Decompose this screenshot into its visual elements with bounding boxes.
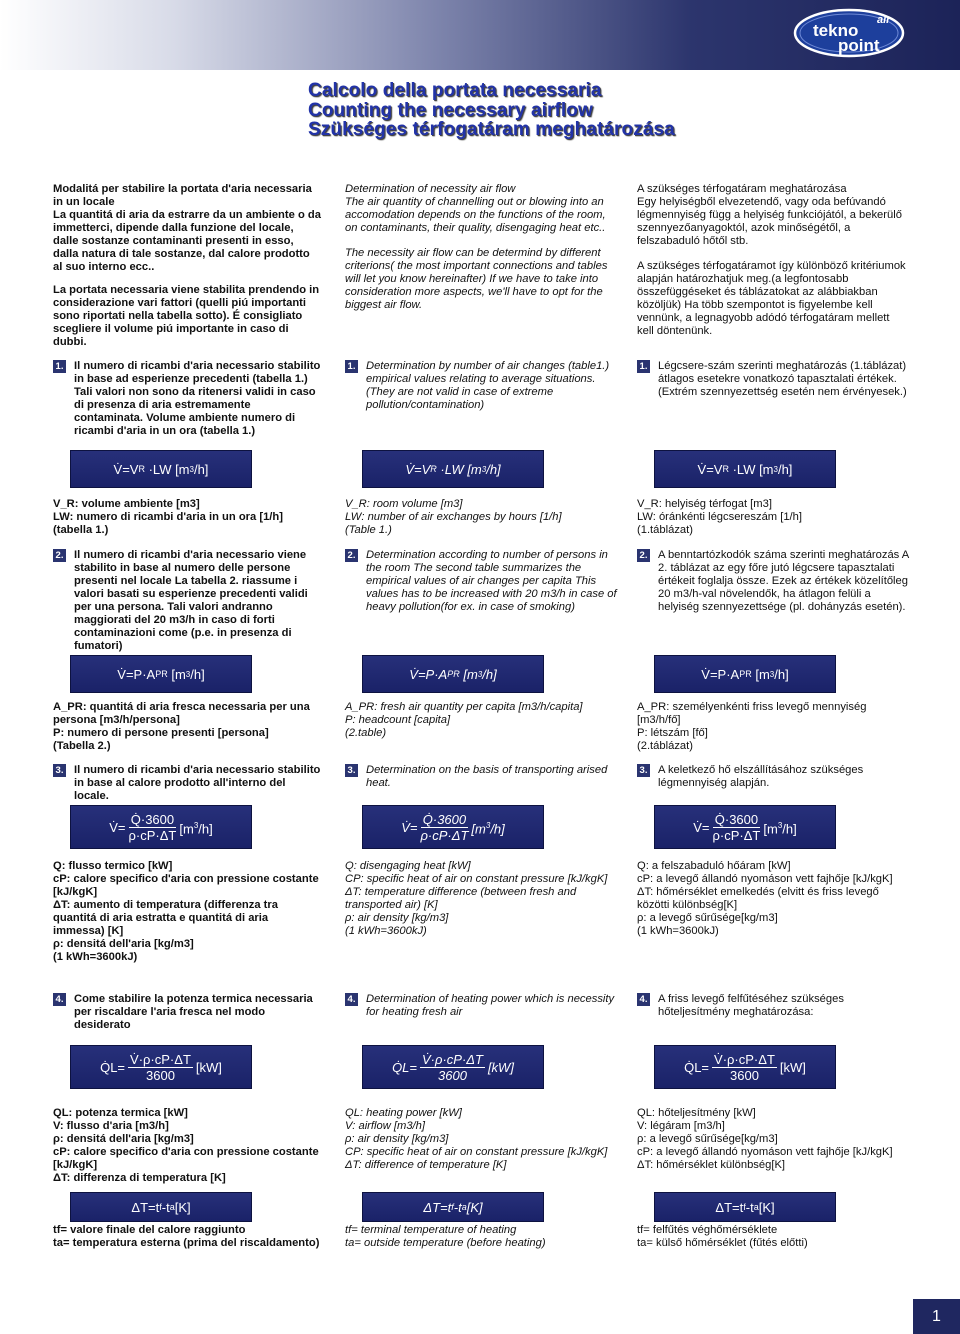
definitions-4: QL: heating power [kW] V: airflow [m3/h] ρ: air density [kg/m3] CP: specific heat of air on constant pressure [kJ/kgK] ΔT: difference of temperature [K]	[345, 1107, 608, 1171]
section-number: 3.	[345, 764, 358, 777]
section-text: Determination according to number of persons in the room The second table summarizes the empirical values of air changes per capita This values has to be increased with 20 m3/h in case of heavy pollution(for ex. in case of smoking)	[366, 549, 617, 613]
section-text: A keletkező hő elszállításához szükséges légmennyiség alapján.	[658, 764, 864, 789]
section-1	[345, 360, 617, 412]
section-text: Il numero di ricambi d'aria necessario stabilito in base ad esperienze precedenti (tabella 1.) Tali valori non sono da ritenersi validi in caso di presenza di aria estremamente contaminata. Volume ambiente numero di ricambi d'aria in un ora (tabella 1.)	[74, 360, 321, 437]
title-english: Counting the necessary airflow	[308, 99, 593, 121]
section-text: Il numero di ricambi d'aria necessario viene stabilito in base al numero delle persone presenti nel locale La tabella 2. riassume i valori basati su esperienze precedenti validi per una persona. Tali valori andranno maggiorati del 20 m3/h in caso di forti contaminazioni come (p.e. in presenza di fumatori)	[74, 549, 308, 652]
formula-heat: V̇= $\frac{Q̇\cdot 3600}{\rho\cdot cP\cdot\Delta T}$ $[m^3/h]$	[363, 806, 543, 848]
intro-paragraph-2: La portata necessaria viene stabilita prendendo in considerazione vari fattori (quelli piú importanti sono riportati nella tabella sotto). É consigliato scegliere il volume piú importante in caso di dubbi.	[53, 284, 320, 348]
section-number: 2.	[53, 549, 66, 562]
logo-air-text: air	[877, 14, 891, 26]
section-number: 3.	[637, 764, 650, 777]
logo-point-text: point	[838, 36, 880, 55]
formula-persons: V̇=P·A PR [m 3 /h]	[363, 656, 543, 692]
section-text: A friss levegő felfűtéséhez szükséges hőteljesítmény meghatározása:	[658, 993, 844, 1018]
definitions-4: QL: hőteljesítmény [kW] V: légáram [m3/h] ρ: a levegő sűrűsége[kg/m3] cP: a levegő állandó nyomáson vett fajhője [kJ/kgK] ΔT: hőmérséklet különbség[K]	[637, 1107, 893, 1171]
section-4	[53, 993, 321, 1032]
definitions-1: V_R: room volume [m3] LW: number of air exchanges by hours [1/h] (Table 1.)	[345, 498, 562, 536]
section-3	[53, 764, 321, 803]
definitions-3: Q: disengaging heat [kW] CP: specific heat of air on constant pressure [kJ/kgK] ΔT: temperature difference (between fresh and transported air) [K] ρ: air density [kg/m3] (1 kWh=3600kJ)	[345, 860, 608, 937]
definitions-5: tf= terminal temperature of heating ta= outside temperature (before heating)	[345, 1224, 546, 1249]
section-number: 1.	[637, 360, 650, 373]
formula-heating-power: Q̇L= $\frac{V̇\cdot\rho\cdot cP\cdot\Delta T}{3600}$ [kW]	[655, 1046, 835, 1088]
section-1	[53, 360, 321, 438]
section-2	[637, 549, 909, 614]
section-text: Légcsere-szám szerinti meghatározás (1.táblázat) átlagos esetekre vonatkozó tapasztalati értékek. (Extrém szennyezettség esetén nem érvényesek.)	[658, 360, 907, 398]
definitions-3: Q: a felszabaduló hőáram [kW] cP: a levegő állandó nyomáson vett fajhője [kJ/kgK] ΔT: hőmérséklet emelkedés (elvitt és friss levegő közötti különbség[K] ρ: a levegő sűrűsége[kg/m3] (1 kWh=3600kJ)	[637, 860, 893, 937]
section-number: 4.	[53, 993, 66, 1006]
formula-heating-power: Q̇L= $\frac{V̇\cdot\rho\cdot cP\cdot\Delta T}{3600}$ [kW]	[71, 1046, 251, 1088]
title-italian: Calcolo della portata necessaria	[308, 80, 602, 101]
logo-tekno-text: tekno	[813, 21, 859, 40]
intro-paragraph-2: The necessity air flow can be determind by different criterions( the most important connections and tables will let you know hereinafter) If we have to take into consideration more aspects, we'll have to opt for the biggest air flow.	[345, 247, 608, 311]
formula-heat: V̇= $\frac{Q̇\cdot 3600}{\rho\cdot cP\cdot\Delta T}$ $[m^3/h]$	[655, 806, 835, 848]
formula-airchanges: V̇=V R ·LW [m 3 /h]	[655, 451, 835, 487]
definitions-3: Q: flusso termico [kW] cP: calore specifico d'aria con pressione costante [kJ/kgK] ΔT: aumento di temperatura (differenza tra quantitá di aria estratta e quantitá di aria immessa) [K] ρ: densitá dell'aria [kg/m3] (1 kWh=3600kJ)	[53, 860, 319, 963]
section-4	[345, 993, 617, 1019]
definitions-2: A_PR: fresh air quantity per capita [m3/h/capita] P: headcount [capita] (2.table)	[345, 701, 583, 739]
formula-airchanges: V̇=V R ·LW [m 3 /h]	[363, 451, 543, 487]
title-block	[308, 81, 675, 140]
definitions-1: V_R: helyiség térfogat [m3] LW: óránkénti légcsereszám [1/h] (1.táblázat)	[637, 498, 802, 536]
formula-delta-t: ΔT=t f -t a [K]	[71, 1193, 251, 1221]
section-number: 1.	[53, 360, 66, 373]
intro-paragraph-1: Determination of necessity air flow The air quantity of channelling out or blowing into an accomodation depends on the functions of the room, on contaminants, their quality, disengaging heat etc..	[345, 183, 606, 234]
section-text: Determination by number of air changes (table1.) empirical values relating to average situations. (They are not valid in case of extreme pollution/contamination)	[366, 360, 610, 411]
definitions-2: A_PR: quantitá di aria fresca necessaria per una persona [m3/h/persona] P: numero di persone presenti [persona] (Tabella 2.)	[53, 701, 310, 752]
formula-airchanges: V̇=V R ·LW [m 3 /h]	[71, 451, 251, 487]
intro-paragraph-2: A szükséges térfogatáramot így különböző kritériumok alapján határozhatjuk meg.(a legfontosabb összefüggéseket és táblázatokat az alábbiakban közöljük) Ha több szempontot is figyelembe kell vennünk, a legnagyobb adódó térfogatáram mellett kell döntenünk.	[637, 260, 906, 337]
section-number: 4.	[637, 993, 650, 1006]
section-text: Determination of heating power which is necessity for heating fresh air	[366, 993, 615, 1018]
section-2	[53, 549, 321, 653]
definitions-5: tf= valore finale del calore raggiunto ta= temperatura esterna (prima del riscaldamento)	[53, 1224, 320, 1249]
section-number: 3.	[53, 764, 66, 777]
title-hungarian: Szükséges térfogatáram meghatározása	[308, 119, 675, 140]
formula-persons: V̇=P·A PR [m 3 /h]	[71, 656, 251, 692]
definitions-1: V_R: volume ambiente [m3] LW: numero di ricambi d'aria in un ora [1/h] (tabella 1.)	[53, 498, 283, 536]
section-text: Il numero di ricambi d'aria necessario stabilito in base al calore prodotto all'interno del locale.	[74, 764, 321, 802]
formula-delta-t: ΔT=t f -t a [K]	[363, 1193, 543, 1221]
section-text: Determination on the basis of transporting arised heat.	[366, 764, 608, 789]
definitions-5: tf= felfűtés véghőmérséklete ta= külső hőmérséklet (fűtés előtti)	[637, 1224, 808, 1249]
formula-heat: V̇= $\frac{Q̇\cdot 3600}{\rho\cdot cP\cdot\Delta T}$ $[m^3/h]$	[71, 806, 251, 848]
intro-paragraph-1: Modalitá per stabilire la portata d'aria necessaria in un locale La quantitá di aria da estrarre da un ambiente o da immetterci, dipende dalla funzione del locale, dalle sostanze contaminanti presenti in esso, dalla natura di tale sostanze, dal calore prodotto al suo interno ecc..	[53, 183, 321, 273]
section-4	[637, 993, 909, 1019]
section-number: 1.	[345, 360, 358, 373]
section-1	[637, 360, 909, 399]
section-text: A benntartózkodók száma szerinti meghatározás A 2. táblázat az egy főre jutó légcsere tapasztalati értékeit foglalja össze. Ezek az értékek közelítőleg 20 m3/h-val növelendők, ha átlagon felüli a helyiség szennyezettsége (pl. dohányzás esetén).	[658, 549, 909, 613]
teknopoint-logo	[793, 8, 905, 58]
definitions-4: QL: potenza termica [kW] V: flusso d'aria [m3/h] ρ: densitá dell'aria [kg/m3] cP: calore specifico d'aria con pressione costante [kJ/kgK] ΔT: differenza di temperatura [K]	[53, 1107, 319, 1184]
formula-persons: V̇=P·A PR [m 3 /h]	[655, 656, 835, 692]
section-2	[345, 549, 617, 614]
section-3	[345, 764, 617, 790]
definitions-2: A_PR: személyenkénti friss levegő mennyiség [m3/h/fő] P: létszám [fő] (2.táblázat)	[637, 701, 867, 752]
section-number: 4.	[345, 993, 358, 1006]
intro-paragraph-1: A szükséges térfogatáram meghatározása Egy helyiségből elvezetendő, vagy oda befúvandó légmennyiség függ a helyiség funkciójától, a bekerülő szennyezőanyagoktól, azok minőségétől, a felszabaduló hőtől stb.	[637, 183, 902, 247]
section-number: 2.	[345, 549, 358, 562]
formula-heating-power: Q̇L= $\frac{V̇\cdot\rho\cdot cP\cdot\Delta T}{3600}$ [kW]	[363, 1046, 543, 1088]
section-text: Come stabilire la potenza termica necessaria per riscaldare l'aria fresca nel modo desiderato	[74, 993, 313, 1031]
section-number: 2.	[637, 549, 650, 562]
formula-delta-t: ΔT=t f -t a [K]	[655, 1193, 835, 1221]
page-number: 1	[913, 1299, 960, 1334]
section-3	[637, 764, 909, 790]
